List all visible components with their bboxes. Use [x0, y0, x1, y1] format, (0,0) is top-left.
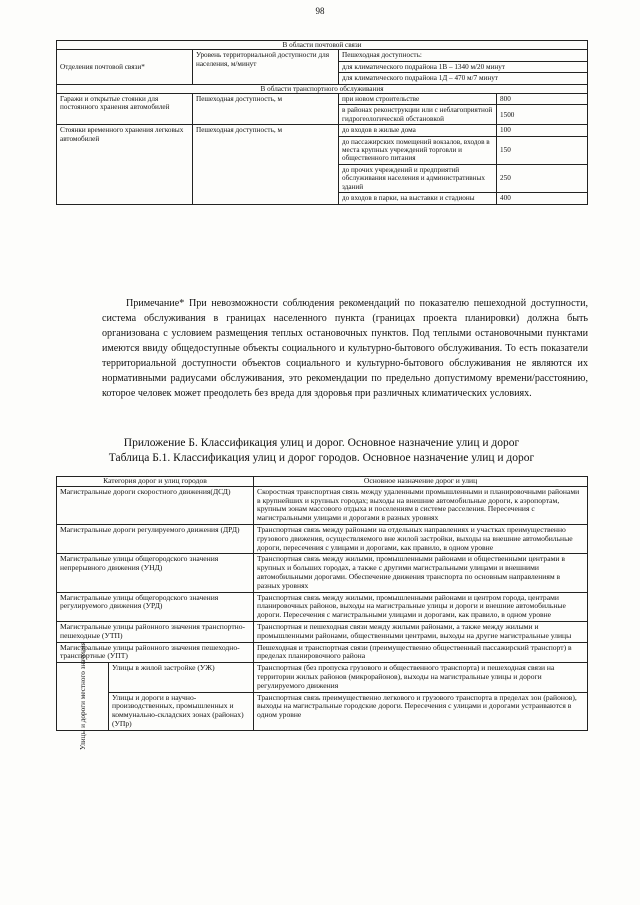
parking-condition: до входов в парки, на выставки и стадионы — [339, 193, 497, 204]
footnote-text: Примечание* При невозможности соблюдения рекомендаций по показателю пешеходной доступности, система обслуживания в границах населенного пункта (границах проекта планировки) должна быть организована с условием размещения теплых остановочных пунктов. Под теплыми остановочными пунктами имеются ввиду общедоступные объекты социального и культурно-бытового обслуживания. То есть показатели территориальной доступности объектов социального и культурно-бытового обслуживания не являются их нормативными радиусами обслуживания, это рекомендации по предельно допустимому времени/расстоянию, которое человек может преодолеть без вреда для здоровья при различных климатических условиях. — [102, 298, 588, 399]
postal-value-row: для климатического подрайона 1В – 1340 м/20 минут — [339, 61, 588, 72]
category-header: Категория дорог и улиц городов — [57, 477, 254, 487]
page-number: 98 — [315, 6, 325, 16]
table-row — [57, 592, 588, 621]
garages-condition: при новом строительстве — [339, 94, 497, 105]
category-cell: Магистральные дороги регулируемого движения (ДРД) — [57, 524, 254, 553]
postal-value-row: для климатического подрайона 1Д – 470 м/7 минут — [339, 73, 588, 84]
table-row — [57, 692, 588, 730]
category-cell: Улицы и дороги в научно-производственных, промышленных и коммунально-складских зонах (районах) (УПр) — [109, 692, 254, 730]
category-cell: Магистральные улицы общегородского значения непрерывного движения (УНД) — [57, 554, 254, 592]
parking-indicator: Пешеходная доступность, м — [193, 125, 339, 204]
local-streets-group — [57, 642, 109, 751]
local-streets-label: Улицы и дороги местного значения — [78, 642, 87, 751]
purpose-cell: Транспортная связь преимущественно легкового и грузового транспорта в пределах зон (районов), выходы на магистральные городские дороги. Пересечения с улицами и дорогами устраиваются в одном уровне — [254, 692, 588, 730]
purpose-cell: Транспортная (без пропуска грузового и общественного транспорта) и пешеходная связи на территории жилых районов (микрорайонов), выходы на магистральные улицы и дороги регулируемого движения — [254, 663, 588, 692]
appendix-title: Приложение Б. Классификация улиц и дорог. Основное назначение улиц и дорог — [123, 437, 520, 449]
purpose-cell: Скоростная транспортная связь между удаленными промышленными и планировочными районами в крупнейших и крупных городах; выходы на внешние автомобильные дороги, к аэропортам, крупным зонам массового отдыха и поселениям в системе расселения. Пересечения с магистральными улицами и дорогами в разных уровнях — [254, 486, 588, 524]
parking-value: 400 — [497, 193, 588, 204]
category-cell: Магистральные улицы общегородского значения регулируемого движения (УРД) — [57, 592, 254, 621]
table-title: Таблица Б.1. Классификация улиц и дорог городов. Основное назначение улиц и дорог — [108, 452, 535, 464]
parking-value: 250 — [497, 164, 588, 192]
parking-value: 150 — [497, 136, 588, 164]
garages-value: 800 — [497, 94, 588, 105]
table-row — [57, 486, 588, 524]
parking-condition: до прочих учреждений и предприятий обслуживания населения и административных зданий — [339, 164, 497, 192]
purpose-cell: Пешеходная и транспортная связи (преимущественно общественный пассажирский транспорт) в пределах планировочного района — [254, 642, 588, 663]
purpose-cell: Транспортная связь между районами на отдельных направлениях и участках преимущественно грузового движения, осуществляемого вне жилой застройки, выходы на внешние автомобильные дороги, пересечения с улицами и дорогами, как правило, в одном уровне — [254, 524, 588, 553]
purpose-cell: Транспортная связь между жилыми, промышленными районами и общественными центрами в крупных и больших городах, а также с другими магистральными улицами и внешними автомобильными дорогами. Обеспечение движения транспорта по основным направлениям в разных уровнях — [254, 554, 588, 592]
category-cell: Магистральные дороги скоростного движения(ДСД) — [57, 486, 254, 524]
purpose-header: Основное назначение дорог и улиц — [254, 477, 588, 487]
parking-condition: до пассажирских помещений вокзалов, входов в места крупных учреждений торговли и общественного питания — [339, 136, 497, 164]
transport-section-header: В области транспортного обслуживания — [57, 84, 588, 93]
parking-value: 100 — [497, 125, 588, 136]
table-row — [57, 524, 588, 553]
table-row — [57, 663, 588, 692]
purpose-cell: Транспортная связь между жилыми, промышленными районами и центром города, центрами планировочных районов, выходы на магистральные улицы и дороги и внешние автомобильные дороги. Пересечения с магистральными улицами и дорогами, как правило, в одном уровне — [254, 592, 588, 621]
street-classification-table — [56, 476, 588, 751]
accessibility-table — [56, 40, 588, 205]
category-cell: Магистральные улицы районного значения транспортно-пешеходные (УТП) — [57, 621, 254, 642]
garages-indicator: Пешеходная доступность, м — [193, 94, 339, 125]
garages-condition: в районах реконструкции или с неблагоприятной гидрогеологической обстановкой — [339, 105, 497, 125]
postal-section-header: В области почтовой связи — [57, 41, 588, 50]
table-row — [57, 642, 588, 663]
postal-value-header: Пешеходная доступность: — [339, 50, 588, 61]
parking-name: Стоянки временного хранения легковых автомобилей — [57, 125, 193, 204]
garages-name: Гаражи и открытые стоянки для постоянного хранения автомобилей — [57, 94, 193, 125]
table-row — [57, 554, 588, 592]
garages-value: 1500 — [497, 105, 588, 125]
category-cell: Магистральные улицы районного значения пешеходно-транспортные (УПТ) — [57, 642, 254, 663]
category-cell: Улицы в жилой застройке (УЖ) — [109, 663, 254, 692]
footnote — [102, 296, 588, 401]
postal-indicator: Уровень территориальной доступности для населения, м/минут — [193, 50, 339, 84]
purpose-cell: Транспортная и пешеходная связи между жилыми районами, а также между жилыми и промышленными районами, общественными центрами, выходы на другие магистральные улицы — [254, 621, 588, 642]
parking-condition: до входов в жилые дома — [339, 125, 497, 136]
postal-office-name: Отделения почтовой связи* — [57, 50, 193, 84]
table-row — [57, 621, 588, 642]
